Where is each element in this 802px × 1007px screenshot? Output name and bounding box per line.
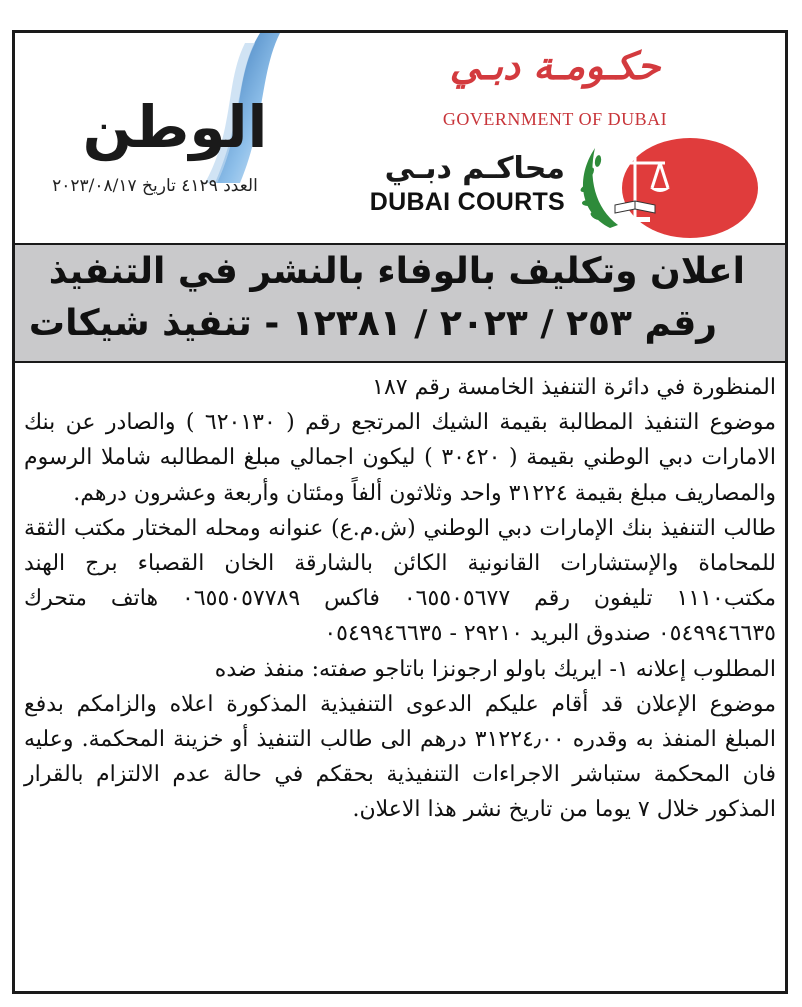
newspaper-masthead xyxy=(15,33,305,243)
case-number-line: رقم ٢٥٣ / ٢٠٢٣ / ١٢٣٨١ - تنفيذ شيكات xyxy=(28,303,717,344)
dubai-courts-wordmark xyxy=(355,151,565,217)
courts-name-english: DUBAI COURTS xyxy=(369,188,565,216)
government-of-dubai-logo xyxy=(425,43,685,143)
newspaper-name: الوطن xyxy=(82,93,268,161)
notice-header xyxy=(15,33,785,243)
body-paragraph-claimant: طالب التنفيذ بنك الإمارات دبي الوطني (ش.م.ع) عنوانه ومحله المختار مكتب الثقة للمحاماة والإستشارات القانونية الكائن بالشارقة الخان القصباء برج الهند مكتب١١١٠ تليفون رقم ٠٦٥٥٠٥٦٧٧ فاكس ٠٦٥٥٠٥٧٧٨٩ هاتف متحرك ٠٥٤٩٩٤٦٦٣٥ صندوق البريد ٢٩٢١٠ - ٠٥٤٩٩٤٦٦٣٥ xyxy=(24,515,776,647)
body-paragraph-notice-subject: موضوع الإعلان قد أقام عليكم الدعوى التنفيذية المذكورة اعلاه والزامكم بدفع المبلغ المنفذ به وقدره ٣١٢٢٤٫٠٠ درهم الى طالب التنفيذ أو خزينة المحكمة. وعليه فان المحكمة ستباشر الاجراءات التنفيذية بحقكم في حالة عدم الالتزام بالقرار المذكور خلال ٧ يوما من تاريخ نشر هذا الاعلان. xyxy=(24,691,776,823)
issue-date-line: العدد ٤١٢٩ تاريخ ٢٠٢٣/٠٨/١٧ xyxy=(52,176,258,196)
government-name-english: GOVERNMENT OF DUBAI xyxy=(442,109,668,129)
notice-title: اعلان وتكليف بالوفاء بالنشر في التنفيذ xyxy=(48,251,745,292)
government-name-arabic: حكـومـة دبـي xyxy=(449,43,661,88)
body-paragraph-respondent: المطلوب إعلانه ١- ايريك باولو ارجونزا باتاجو صفته: منفذ ضده xyxy=(214,656,776,682)
scales-of-justice-emblem xyxy=(570,133,760,243)
notice-title-band xyxy=(15,243,785,363)
notice-body xyxy=(24,370,776,828)
courts-name-arabic: محاكـم دبـي xyxy=(384,151,565,186)
body-paragraph-circuit: المنظورة في دائرة التنفيذ الخامسة رقم ١٨٧ xyxy=(372,375,776,400)
body-paragraph-subject: موضوع التنفيذ المطالبة بقيمة الشيك المرتجع رقم ( ٦٢٠١٣٠ ) والصادر عن بنك الامارات دبي الوطني بقيمة ( ٣٠٤٢٠ ) ليكون اجمالي مبلغ المطالبه شاملا الرسوم والمصاريف مبلغ بقيمة ٣١٢٢٤ واحد وثلاثون ألفاً ومئتان وأربعة وعشرون درهم. xyxy=(24,410,777,506)
